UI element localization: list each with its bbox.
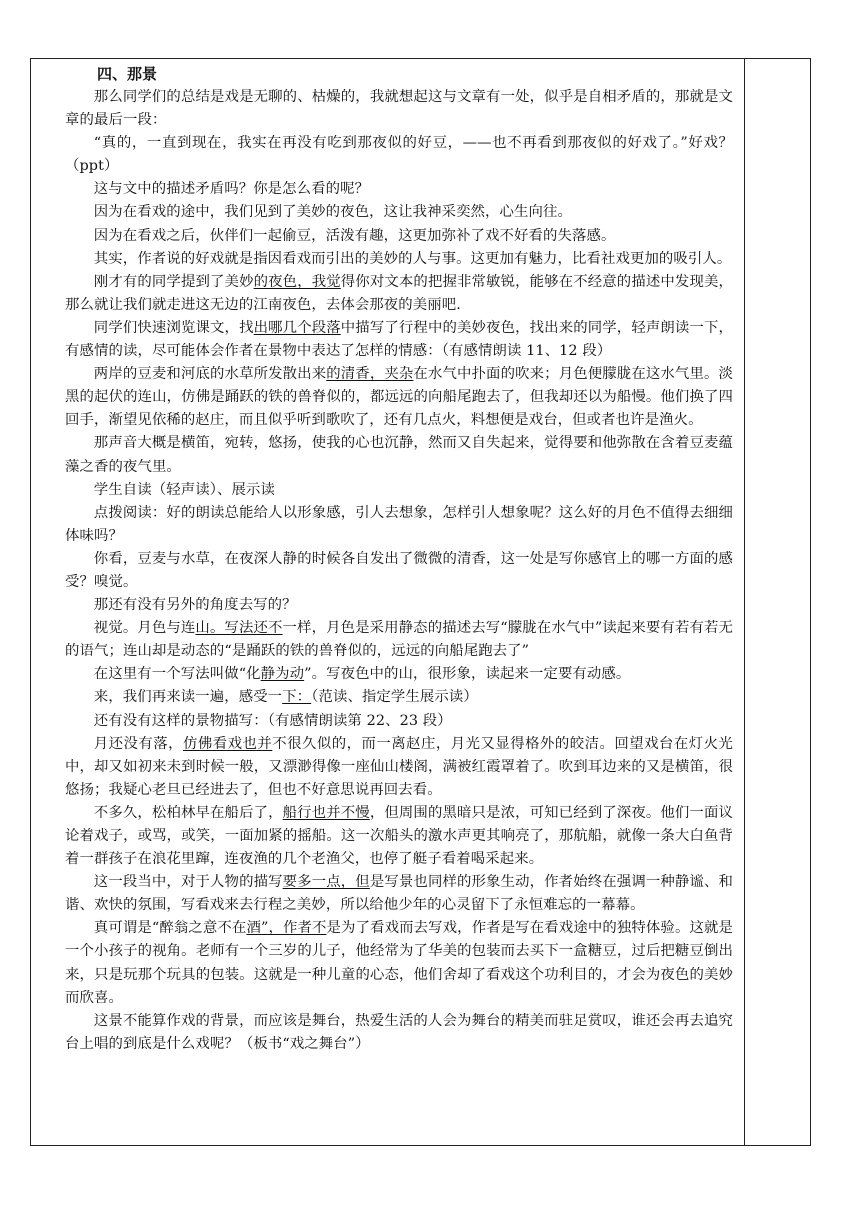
paragraph-text: 同学们快速浏览课文，找 [93, 319, 254, 336]
paragraph-text: 这景不能算作戏的背景，而应该是舞台，热爱生活的人会为舞台的精美而驻足赏叹，谁还会再去追究台上唱的到底是什么戏呢？（板书“戏之舞台”） [65, 1012, 733, 1052]
paragraph-text: 那还有没有另外的角度去写的？ [93, 597, 297, 614]
paragraph [65, 917, 733, 1009]
paragraph [65, 733, 733, 802]
paragraph [65, 432, 733, 478]
underlined-text: 仿佛看戏也并 [183, 735, 273, 752]
paragraph-text: 在水气中扑面的吹来；月色便朦胧在这水气里。淡黑的起伏的连山，仿佛是踊跃的铁的兽脊似的，都远远的向船尾跑去了，但我却还以为船慢。他们换了四回手，渐望见依稀的赵庄，而且似乎听到歌吹了，还有几点火，料想便是戏台，但或者也许是渔火。 [65, 366, 733, 429]
paragraph-text: 两岸的豆麦和河底的水草所发散出来 [93, 366, 327, 383]
paragraph-text: 不很久似的，而一离赵庄，月光又显得格外的皎洁。回望戏台在灯火光中，却又如初来未到时候一般，又漂渺得像一座仙山楼阁，满被红霞罩着了。吹到耳边来的又是横笛，很悠扬；我疑心老旦已经进去了，但也不好意思说再回去看。 [65, 735, 733, 798]
paragraph-text: 视觉。月色与连 [93, 620, 196, 637]
paragraph-text: ”。写夜色中的山，很形象，读起来一定要有动感。 [304, 666, 631, 683]
paragraph-text: “真的，一直到现在，我实在再没有吃到那夜似的好豆，——也不再看到那夜似的好戏了。”好戏？（ppt） [65, 135, 733, 175]
paragraph [65, 317, 733, 363]
underlined-text: 静为动 [260, 666, 305, 683]
paragraph [65, 363, 733, 432]
paragraph-text: 这与文中的描述矛盾吗？你是怎么看的呢？ [93, 181, 370, 198]
paragraph-text: 是写景也同样的形象生动，作者始终在强调一种静谧、和谐、欢快的氛围，写看戏来去行程之美妙，所以给他少年的心灵留下了永恒难忘的一幕幕。 [65, 874, 733, 914]
paragraph-text: 得你对文本的把握非常敏锐，能够在不经意的描述中发现美，那么就让我们就走进这无边的江南夜色，去体会那夜的美丽吧. [65, 273, 733, 313]
paragraph-text: 学生自读（轻声读）、展示读 [93, 481, 275, 498]
paragraph [65, 1010, 733, 1056]
paragraph-text: （范读、指定学生展示读） [311, 689, 478, 706]
section-title: 四、那景 [97, 65, 158, 83]
paragraph [65, 594, 733, 617]
underlined-text: 出哪几个段落 [253, 319, 341, 336]
underlined-text: 要多一点，但 [282, 874, 370, 891]
paragraph [65, 201, 733, 224]
paragraph [65, 178, 733, 201]
paragraph [65, 663, 733, 686]
paragraph [65, 132, 733, 178]
paragraph [65, 271, 733, 317]
paragraph-text: 来，我们再来读一遍，感受一 [93, 689, 283, 706]
paragraph [65, 548, 733, 594]
paragraph-text: 那声音大概是横笛，宛转，悠扬，使我的心也沉静，然而又自失起来，觉得要和他弥散在含着豆麦蕴藻之香的夜气里。 [65, 435, 733, 475]
column-divider [744, 59, 745, 1145]
underlined-text: 山。写法还不 [195, 620, 283, 637]
paragraph [65, 248, 733, 271]
paragraph [65, 871, 733, 917]
lesson-content [65, 63, 733, 1056]
underlined-text: 的清香，夹杂 [326, 366, 414, 383]
paragraph-text: 在这里有一个写法叫做“化 [93, 666, 261, 683]
underlined-text: 酒”，作者不 [246, 920, 327, 937]
paragraph-text: 这一段当中，对于人物的描写 [93, 874, 283, 891]
paragraph-text: 是为了看戏而去写戏，作者是写在看戏途中的独特体验。这就是一个小孩子的视角。老师有一个三岁的儿子，他经常为了华美的包装而去买下一盒糖豆，过后把糖豆倒出来，只是玩那个玩具的包装。这就是一种儿童的心态，他们舍却了看戏这个功利目的，才会为夜色的美妙而欣喜。 [65, 920, 733, 1006]
paragraph-text: ，但周围的黑暗只是浓，可知已经到了深夜。他们一面议论着戏子，或骂，或笑，一面加紧的摇船。这一次船头的激水声更其响亮了，那航船，就像一条大白鱼背着一群孩子在浪花里蹿，连夜渔的几个老渔父，也停了艇子看着喝采起来。 [65, 804, 733, 868]
paragraph [65, 802, 733, 871]
paragraph [65, 710, 733, 733]
paragraph-text: 那么同学们的总结是戏是无聊的、枯燥的，我就想起这与文章有一处，似乎是自相矛盾的，那就是文章的最后一段： [65, 89, 733, 129]
paragraph-text: 还有没有这样的景物描写：（有感情朗读第 22、23 段） [93, 712, 452, 729]
underlined-text: 船行也并不慢 [282, 804, 370, 821]
paragraph [65, 617, 733, 663]
paragraph-text: 刚才有的同学提到了美妙 [93, 273, 254, 290]
paragraph [65, 502, 733, 548]
underlined-text: 的夜色，我觉 [253, 273, 341, 290]
paragraph-text: 点拨阅读：好的朗读总能给人以形象感，引人去想象，怎样引人想象呢？这么好的月色不值得去细细体味吗？ [65, 504, 733, 544]
paragraph-text: 月还没有落， [93, 735, 184, 752]
paragraph-list [65, 86, 733, 1056]
paragraph-text: 真可谓是“醉翁之意不在 [93, 920, 247, 937]
lesson-table [30, 58, 811, 1146]
paragraph [65, 686, 733, 709]
paragraph-text: 你看，豆麦与水草，在夜深人静的时候各自发出了微微的清香，这一处是写你感官上的哪一方面的感受？嗅觉。 [65, 550, 733, 590]
paragraph-text: 不多久，松柏林早在船后了， [93, 804, 283, 821]
paragraph-text: 一样，月色是采用静态的描述去写“朦胧在水气中”读起来要有若有若无的语气；连山却是动态的“是踊跃的铁的兽脊似的，远远的向船尾跑去了” [65, 620, 733, 660]
paragraph-text: 因为在看戏的途中，我们见到了美妙的夜色，这让我神采奕然，心生向往。 [93, 204, 572, 221]
paragraph [65, 479, 733, 502]
paragraph-text: 中描写了行程中的美妙夜色，找出来的同学，轻声朗读一下，有感情的读，尽可能体会作者在景物中表达了怎样的情感：（有感情朗读 11、12 段） [65, 319, 733, 360]
underlined-text: 下： [282, 689, 312, 706]
paragraph-text: 因为在看戏之后，伙伴们一起偷豆，活泼有趣，这更加弥补了戏不好看的失落感。 [93, 227, 616, 244]
paragraph [65, 86, 733, 132]
paragraph [65, 225, 733, 248]
paragraph-text: 其实，作者说的好戏就是指因看戏而引出的美妙的人与事。这更加有魅力，比看社戏更加的吸引人。 [93, 250, 732, 267]
